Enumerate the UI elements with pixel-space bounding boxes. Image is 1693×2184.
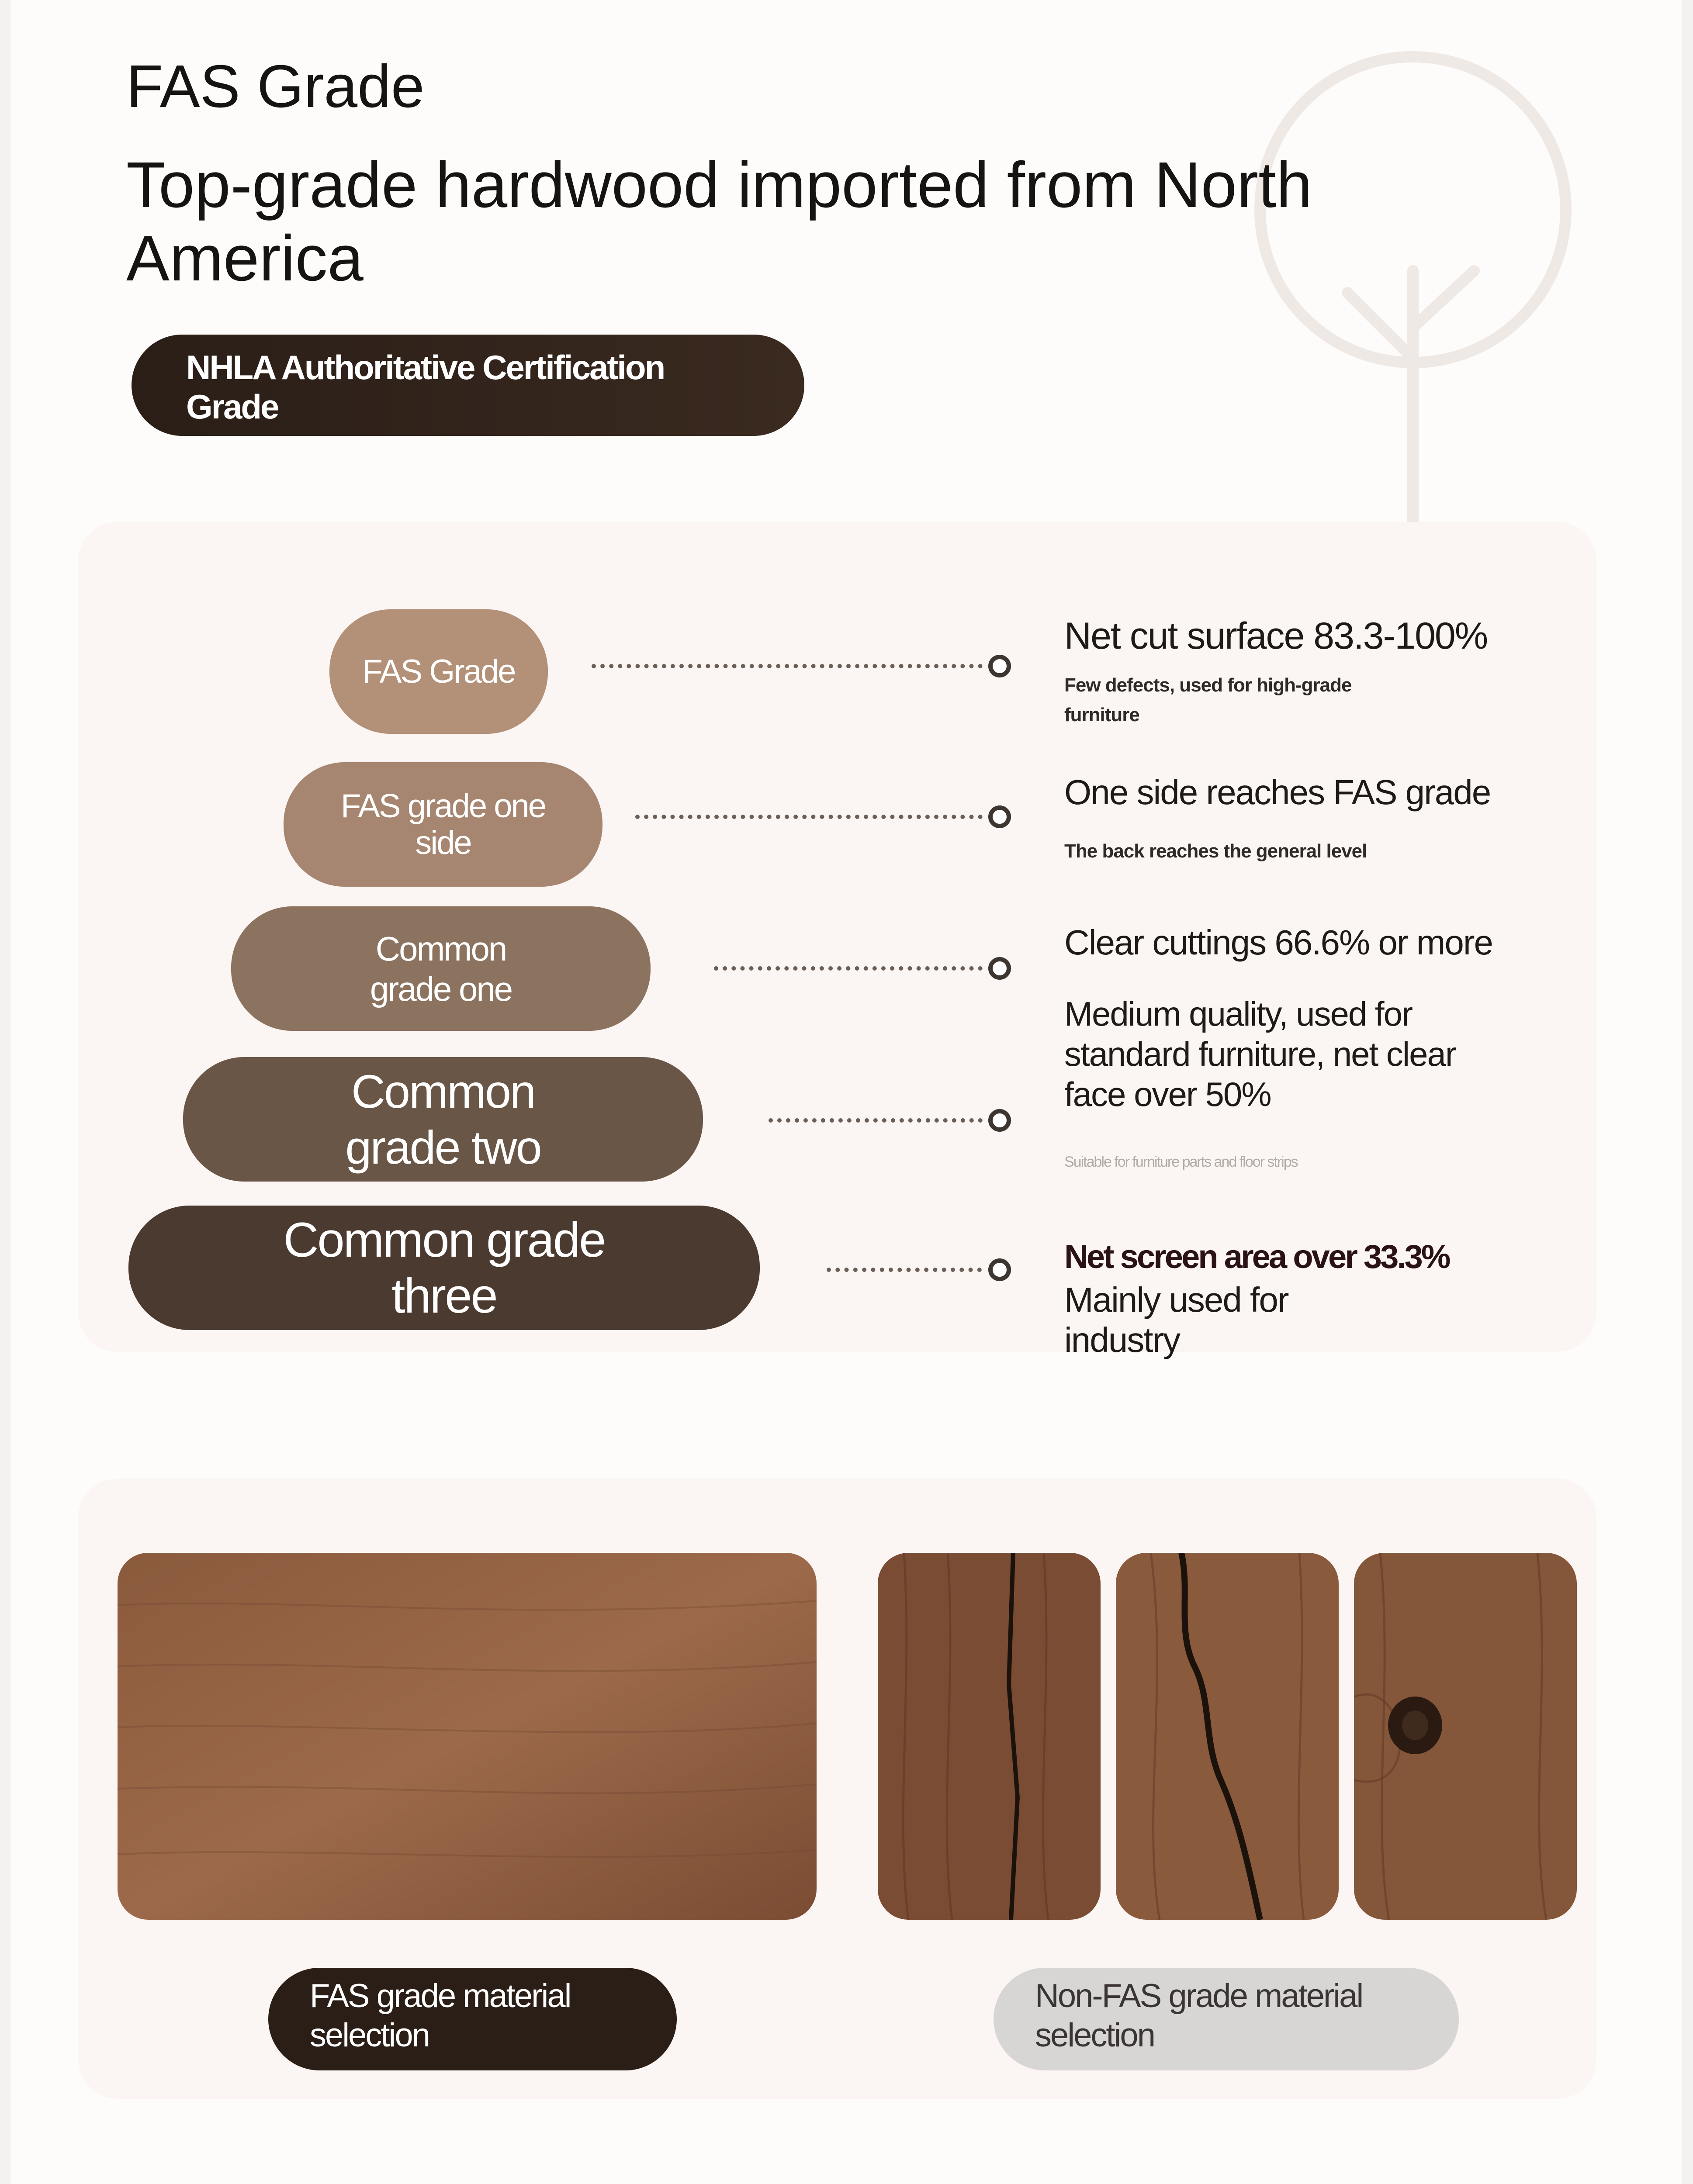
non-fas-wood-sample-split-image: [1116, 1553, 1339, 1920]
grade-label: FAS Grade: [362, 653, 515, 690]
ring-marker-icon: [988, 1258, 1011, 1281]
grade-pill-common-one: [231, 906, 651, 1031]
fas-selection-label: FAS grade material selection: [310, 1977, 571, 2054]
non-fas-selection-label: Non-FAS grade material selection: [1035, 1977, 1363, 2054]
grade-headline: Net cut surface 83.3-100%: [1064, 615, 1488, 657]
fas-wood-sample-image: [118, 1553, 817, 1920]
grade-detail: Mainly used for industry: [1064, 1280, 1288, 1359]
grade-detail: Few defects, used for high-grade furniture: [1064, 674, 1352, 726]
ring-marker-icon: [988, 957, 1011, 980]
grade-pill-common-two: [183, 1057, 703, 1182]
connector-line: [827, 1268, 982, 1272]
non-fas-selection-badge: [994, 1968, 1459, 2070]
non-fas-wood-sample-crack-image: [878, 1553, 1101, 1920]
non-fas-wood-sample-knot-image: [1354, 1553, 1577, 1920]
ring-marker-icon: [988, 655, 1011, 677]
page-subtitle: Top-grade hardwood imported from North America: [126, 149, 1312, 294]
grade-label: FAS grade one side: [340, 787, 546, 861]
grade-label: Common grade two: [345, 1064, 541, 1174]
certification-label: NHLA Authoritative Certification Grade: [186, 348, 665, 426]
page-title: FAS Grade: [126, 53, 425, 120]
fas-selection-badge: [268, 1968, 677, 2070]
grade-pill-fas-one-side: [284, 762, 602, 887]
grade-headline: One side reaches FAS grade: [1064, 773, 1491, 812]
grade-label: Common grade one: [370, 929, 512, 1008]
connector-line: [635, 815, 983, 819]
connector-line: [714, 966, 983, 971]
grade-label: Common grade three: [283, 1212, 605, 1323]
grade-detail: Medium quality, used for standard furniture, net clear face over 50%: [1064, 995, 1456, 1113]
ring-marker-icon: [988, 1109, 1011, 1132]
certification-badge: [132, 335, 804, 436]
ring-marker-icon: [988, 805, 1011, 828]
connector-line: [769, 1118, 983, 1123]
grade-headline: Net screen area over 33.3%: [1064, 1238, 1449, 1275]
page: [10, 0, 1682, 2184]
grade-detail: Suitable for furniture parts and floor strips: [1064, 1154, 1298, 1170]
grade-detail: The back reaches the general level: [1064, 840, 1367, 862]
grade-pill-fas: [329, 609, 548, 734]
grade-headline: Clear cuttings 66.6% or more: [1064, 923, 1493, 962]
grade-pill-common-three: [128, 1206, 760, 1330]
connector-line: [592, 664, 983, 668]
